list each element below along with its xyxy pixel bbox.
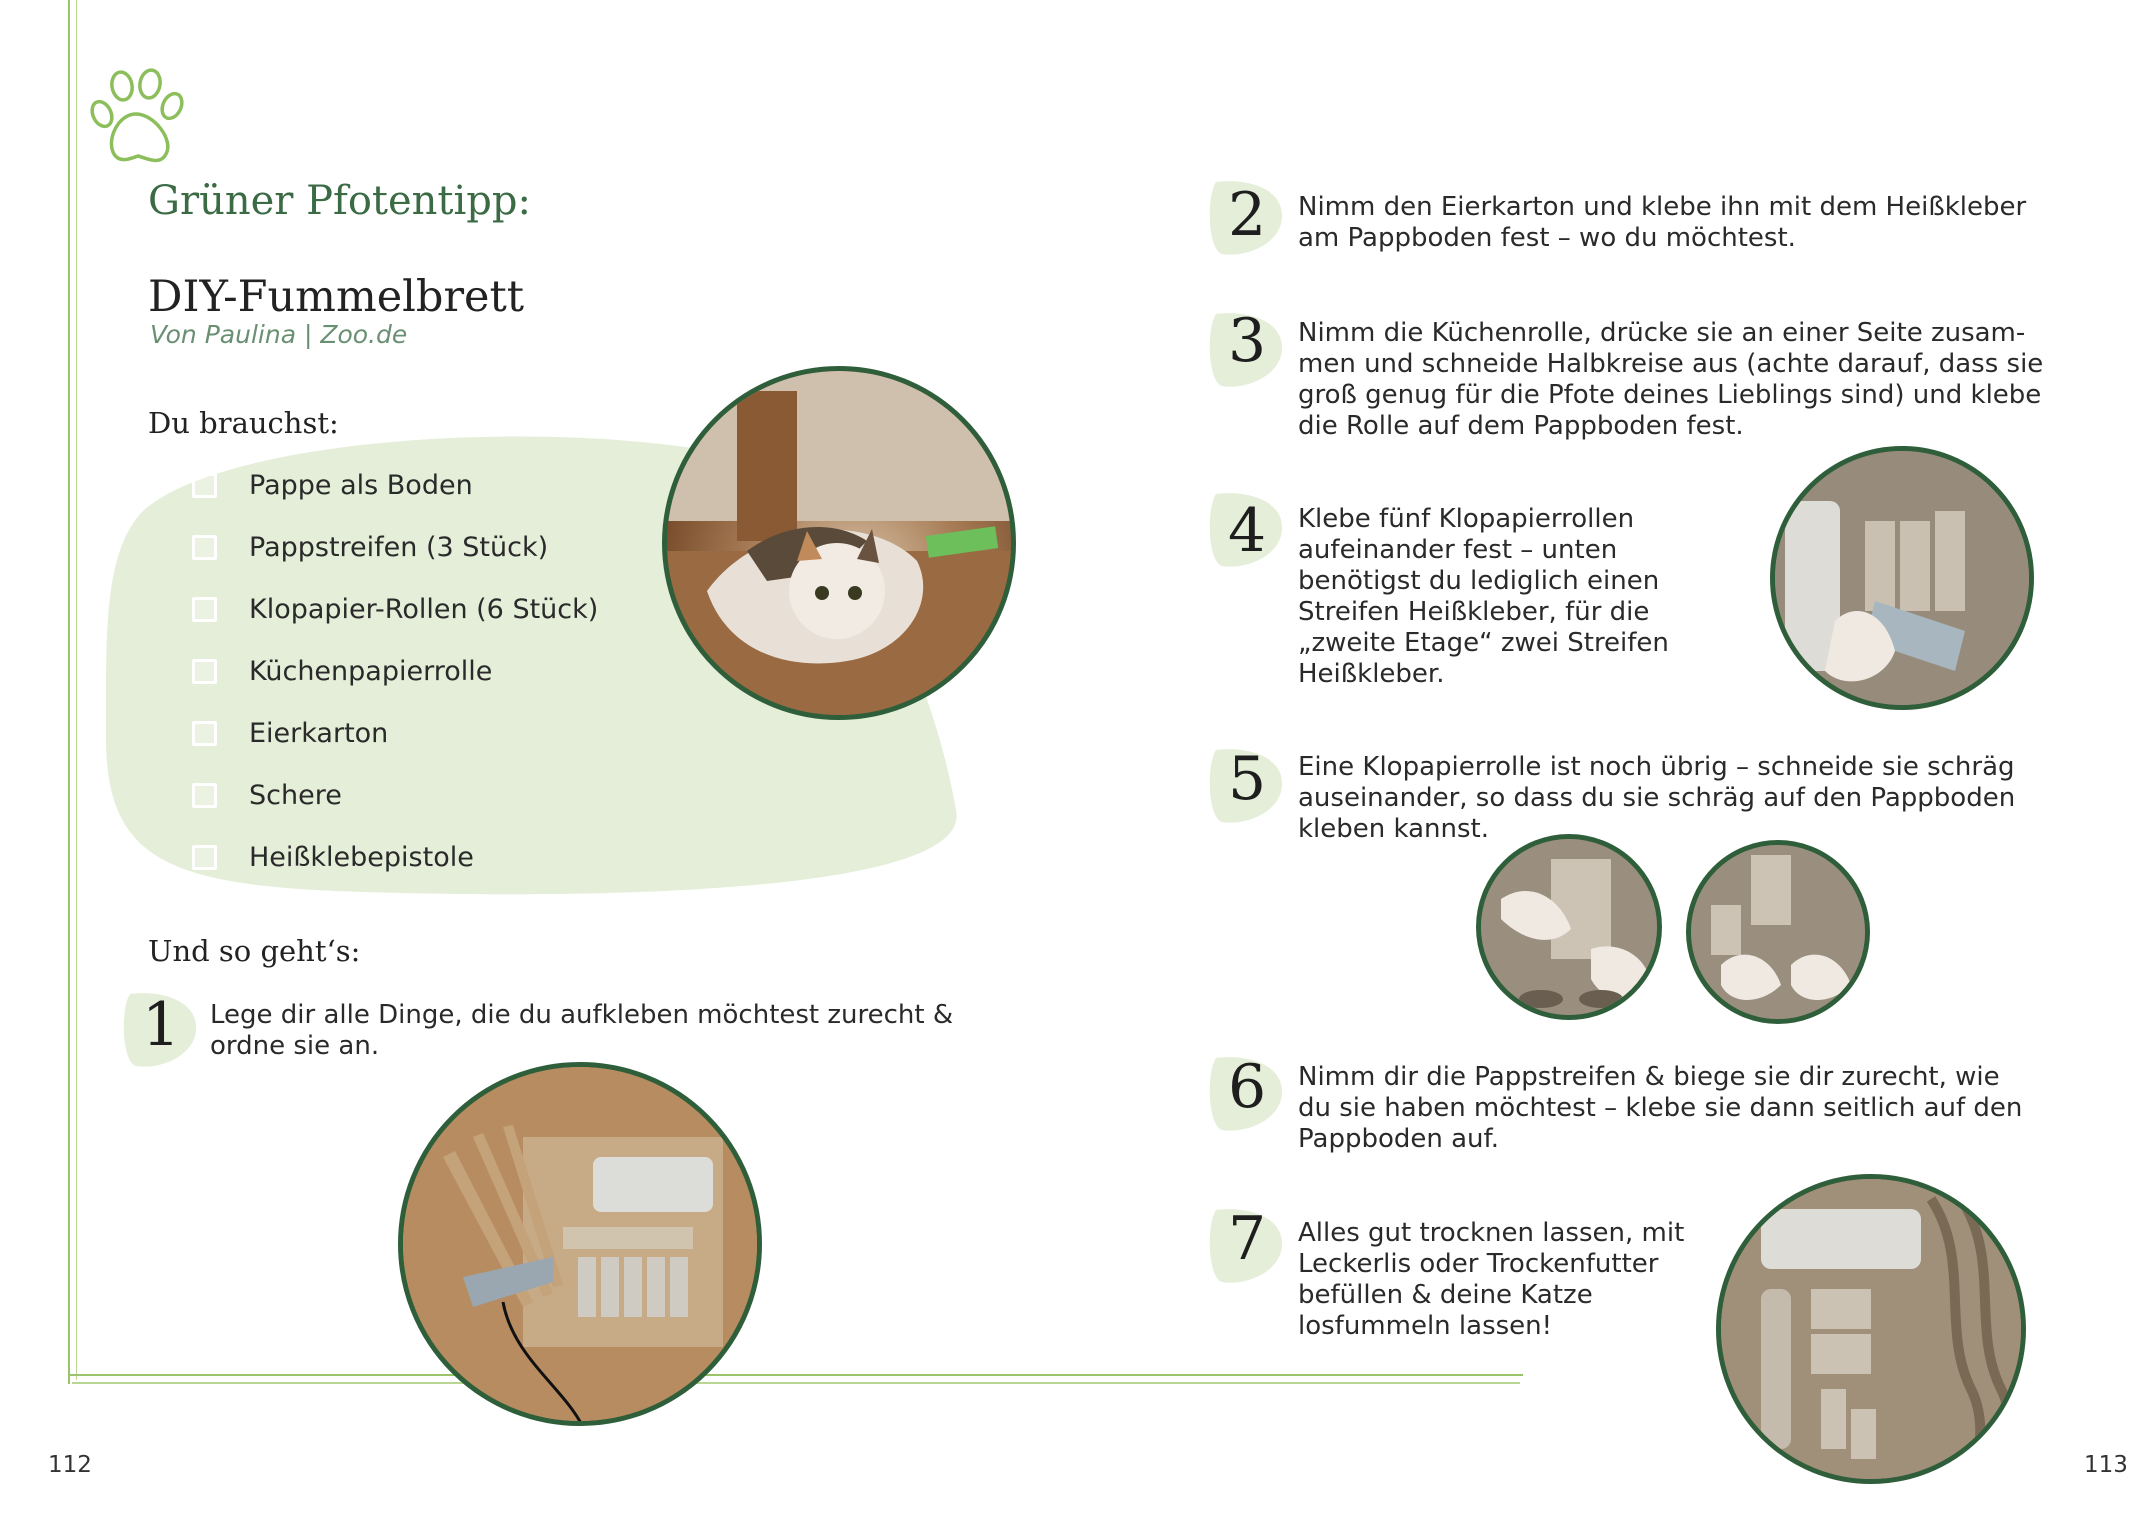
materials-photo	[398, 1062, 762, 1426]
frame-line-vertical	[68, 0, 70, 1384]
step-text: Eine Klopapierrolle ist noch übrig – schneide sie schräg auseinander, so dass du sie schräg auf den Pappboden kleben kannst.	[1298, 752, 2016, 844]
step-number: 5	[1228, 744, 1267, 814]
step-number: 7	[1228, 1204, 1267, 1274]
page-number-left: 112	[48, 1452, 92, 1478]
checkbox-icon[interactable]	[192, 845, 217, 870]
materials-heading: Du brauchst:	[148, 406, 339, 440]
checkbox-icon[interactable]	[192, 473, 217, 498]
step-text: Nimm dir die Pappstreifen & biege sie dir zurecht, wie du sie haben möchtest – klebe sie dann seitlich auf den Pappboden auf.	[1298, 1062, 2023, 1154]
cat-photo	[662, 366, 1016, 720]
step-text: Lege dir alle Dinge, die du aufkleben möchtest zurecht & ordne sie an.	[210, 1000, 954, 1061]
step5-photo-gluing	[1686, 840, 1870, 1024]
howto-heading: Und so geht‘s:	[148, 934, 361, 968]
page-number-right: 113	[2084, 1452, 2128, 1478]
step-number: 1	[142, 990, 181, 1060]
step-number: 6	[1228, 1052, 1267, 1122]
step-text: Nimm den Eierkarton und klebe ihn mit dem Heißkleber am Pappboden fest – wo du möchtest.	[1298, 192, 2027, 253]
step-text: Alles gut trocknen lassen, mit Leckerlis oder Trockenfutter befüllen & deine Katze losfummeln lassen!	[1298, 1218, 1685, 1341]
finished-board-photo	[1716, 1174, 2026, 1484]
material-item: Schere	[192, 780, 342, 811]
frame-line-vertical-inner	[76, 0, 77, 1380]
step4-photo	[1770, 446, 2034, 710]
checkbox-icon[interactable]	[192, 783, 217, 808]
material-item: Eierkarton	[192, 718, 388, 749]
step-number: 2	[1228, 180, 1267, 250]
step5-photo-cutting	[1476, 834, 1662, 1020]
material-item: Klopapier-Rollen (6 Stück)	[192, 594, 598, 625]
checkbox-icon[interactable]	[192, 721, 217, 746]
paw-icon	[88, 62, 188, 172]
frame-line-horizontal	[68, 1374, 1523, 1376]
byline: Von Paulina | Zoo.de	[150, 320, 408, 349]
checkbox-icon[interactable]	[192, 597, 217, 622]
material-item: Pappstreifen (3 Stück)	[192, 532, 548, 563]
tip-title: Grüner Pfotentipp:	[148, 178, 531, 224]
material-item: Pappe als Boden	[192, 470, 473, 501]
checkbox-icon[interactable]	[192, 659, 217, 684]
checkbox-icon[interactable]	[192, 535, 217, 560]
page-title: DIY-Fummelbrett	[148, 272, 525, 322]
step-text: Klebe fünf Klopapierrollen aufeinander fest – unten benötigst du lediglich einen Streifen Heißkleber, für die „zweite Etage“ zwei Streifen Heißkleber.	[1298, 504, 1669, 689]
material-item: Küchenpapierrolle	[192, 656, 492, 687]
material-item: Heißklebepistole	[192, 842, 474, 873]
step-text: Nimm die Küchenrolle, drücke sie an einer Seite zusam- men und schneide Halbkreise aus (achte darauf, dass sie groß genug für die Pfote deines Lieblings sind) und klebe die Rolle auf dem Pappboden fest.	[1298, 318, 2044, 441]
step-number: 3	[1228, 306, 1267, 376]
step-number: 4	[1228, 496, 1267, 566]
frame-line-horizontal-inner	[72, 1382, 1520, 1384]
